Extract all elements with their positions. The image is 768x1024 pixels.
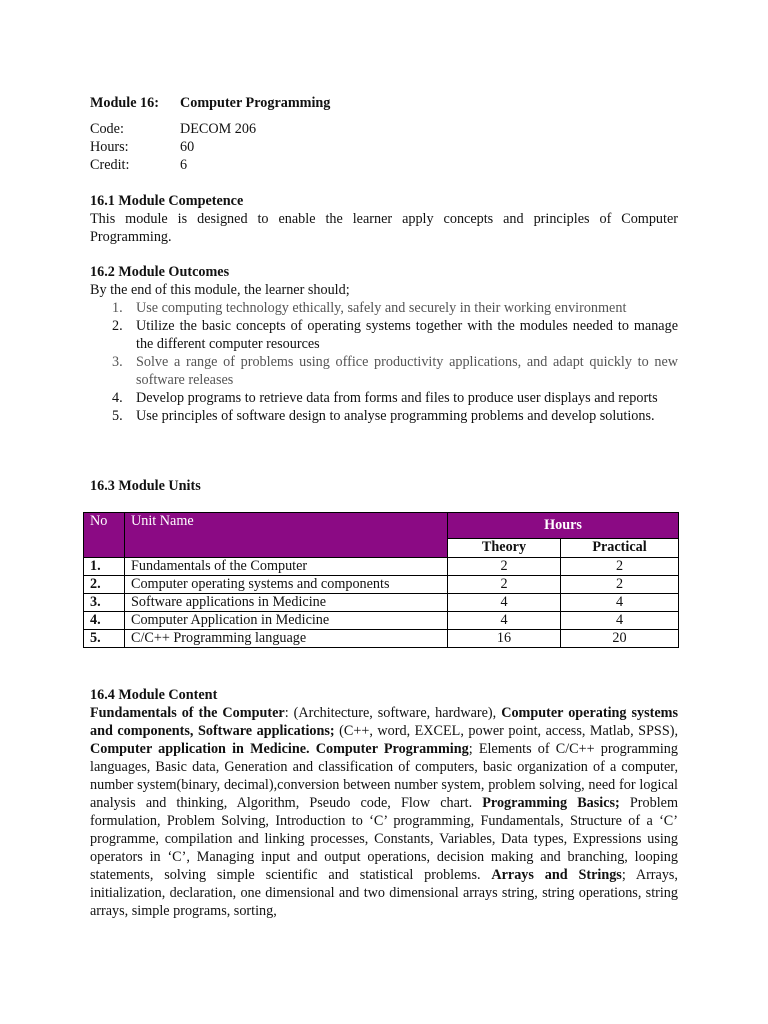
hours-value: 60: [180, 139, 195, 155]
unit-theory: 4: [448, 612, 561, 630]
outcome-item: [90, 299, 678, 317]
outcomes-intro: By the end of this module, the learner should;: [90, 282, 350, 298]
module-number: Module 16:: [90, 95, 159, 111]
table-row: [84, 612, 679, 630]
outcome-number: 2.: [112, 318, 123, 334]
credit-label: Credit:: [90, 157, 130, 173]
content-paragraph: [90, 704, 678, 920]
col-header-no: No: [84, 513, 125, 558]
unit-name: C/C++ Programming language: [125, 630, 448, 648]
module-hours-row: [90, 138, 678, 156]
content-bold-arrays-strings: Arrays and Strings: [491, 867, 622, 883]
outcome-text: Use principles of software design to analyse programming problems and develop solutions.: [136, 408, 655, 424]
unit-practical: 20: [561, 630, 679, 648]
outcome-number: 5.: [112, 408, 123, 424]
unit-no: 2.: [84, 576, 125, 594]
code-label: Code:: [90, 121, 124, 137]
outcomes-list: [90, 299, 678, 425]
unit-practical: 2: [561, 558, 679, 576]
code-value: DECOM 206: [180, 121, 257, 137]
table-row: [84, 630, 679, 648]
unit-theory: 4: [448, 594, 561, 612]
unit-name: Fundamentals of the Computer: [125, 558, 448, 576]
content-bold-operating-systems: Computer operating systems and components, Software applications;: [90, 705, 679, 739]
unit-theory: 2: [448, 576, 561, 594]
unit-practical: 2: [561, 576, 679, 594]
content-text: Problem formulation, Problem Solving, Introduction to ‘C’ programming, Fundamentals, Structure of a ‘C’ programme, compilation and linking processes, Constants, Variables, Data types, Expressions using operators in ‘C’, Managing input and output operations, decision making and branching, looping statements, solving simple scientific and statistical problems.: [90, 795, 678, 883]
table-row: [84, 594, 679, 612]
credit-value: 6: [180, 157, 188, 173]
competence-text: This module is designed to enable the learner apply concepts and principles of Computer Programming.: [90, 211, 678, 245]
content-text: ; Arrays, initialization, declaration, one dimensional and two dimensional arrays string, string operations, string arrays, simple programs, sorting,: [90, 867, 678, 919]
outcome-item: [90, 317, 678, 353]
content-bold-programming-basics: Programming Basics;: [482, 795, 620, 811]
unit-no: 5.: [84, 630, 125, 648]
content-text: : (Architecture, software, hardware),: [284, 705, 502, 721]
outcome-text: Use computing technology ethically, safely and securely in their working environment: [136, 300, 627, 316]
unit-name: Computer operating systems and components: [125, 576, 448, 594]
unit-no: 3.: [84, 594, 125, 612]
content-text: (C++, word, EXCEL, power point, access, Matlab, SPSS),: [334, 723, 678, 739]
hours-label: Hours:: [90, 139, 129, 155]
outcome-item: [90, 353, 678, 389]
module-credit-row: [90, 156, 678, 174]
content-bold-fundamentals: Fundamentals of the Computer: [90, 705, 285, 721]
outcome-item: [90, 389, 678, 407]
competence-heading: 16.1 Module Competence: [90, 193, 244, 209]
unit-theory: 16: [448, 630, 561, 648]
col-header-theory: Theory: [448, 539, 561, 558]
col-header-hours: Hours: [448, 513, 679, 539]
unit-no: 1.: [84, 558, 125, 576]
unit-name: Computer Application in Medicine: [125, 612, 448, 630]
outcome-text: Solve a range of problems using office productivity applications, and adapt quickly to new software releases: [136, 354, 678, 388]
outcome-number: 1.: [112, 300, 123, 316]
outcome-text: Utilize the basic concepts of operating systems together with the modules needed to manage the different computer resources: [136, 318, 678, 352]
unit-practical: 4: [561, 594, 679, 612]
content-bold-application-medicine: Computer application in Medicine. Computer Programming: [90, 741, 469, 757]
unit-practical: 4: [561, 612, 679, 630]
unit-theory: 2: [448, 558, 561, 576]
module-code-row: [90, 120, 678, 138]
module-units-table: [83, 512, 679, 648]
unit-name: Software applications in Medicine: [125, 594, 448, 612]
outcome-number: 3.: [112, 354, 123, 370]
content-text: ; Elements of C/C++ programming languages, Basic data, Generation and classification of computers, basic organization of a computer, number system(binary, decimal),conversion between number system, problem solving, need for logical analysis and thinking, Algorithm, Pseudo code, Flow chart.: [90, 741, 678, 811]
outcome-number: 4.: [112, 390, 123, 406]
content-heading: 16.4 Module Content: [90, 687, 218, 703]
col-header-unit-name: Unit Name: [125, 513, 448, 558]
outcomes-heading: 16.2 Module Outcomes: [90, 264, 230, 280]
unit-no: 4.: [84, 612, 125, 630]
outcome-text: Develop programs to retrieve data from forms and files to produce user displays and reports: [136, 390, 658, 406]
col-header-practical: Practical: [561, 539, 679, 558]
outcome-item: [90, 407, 678, 425]
table-row: [84, 576, 679, 594]
units-heading: 16.3 Module Units: [90, 478, 201, 494]
module-title: Computer Programming: [180, 95, 331, 111]
module-heading: [90, 94, 678, 112]
table-row: [84, 558, 679, 576]
